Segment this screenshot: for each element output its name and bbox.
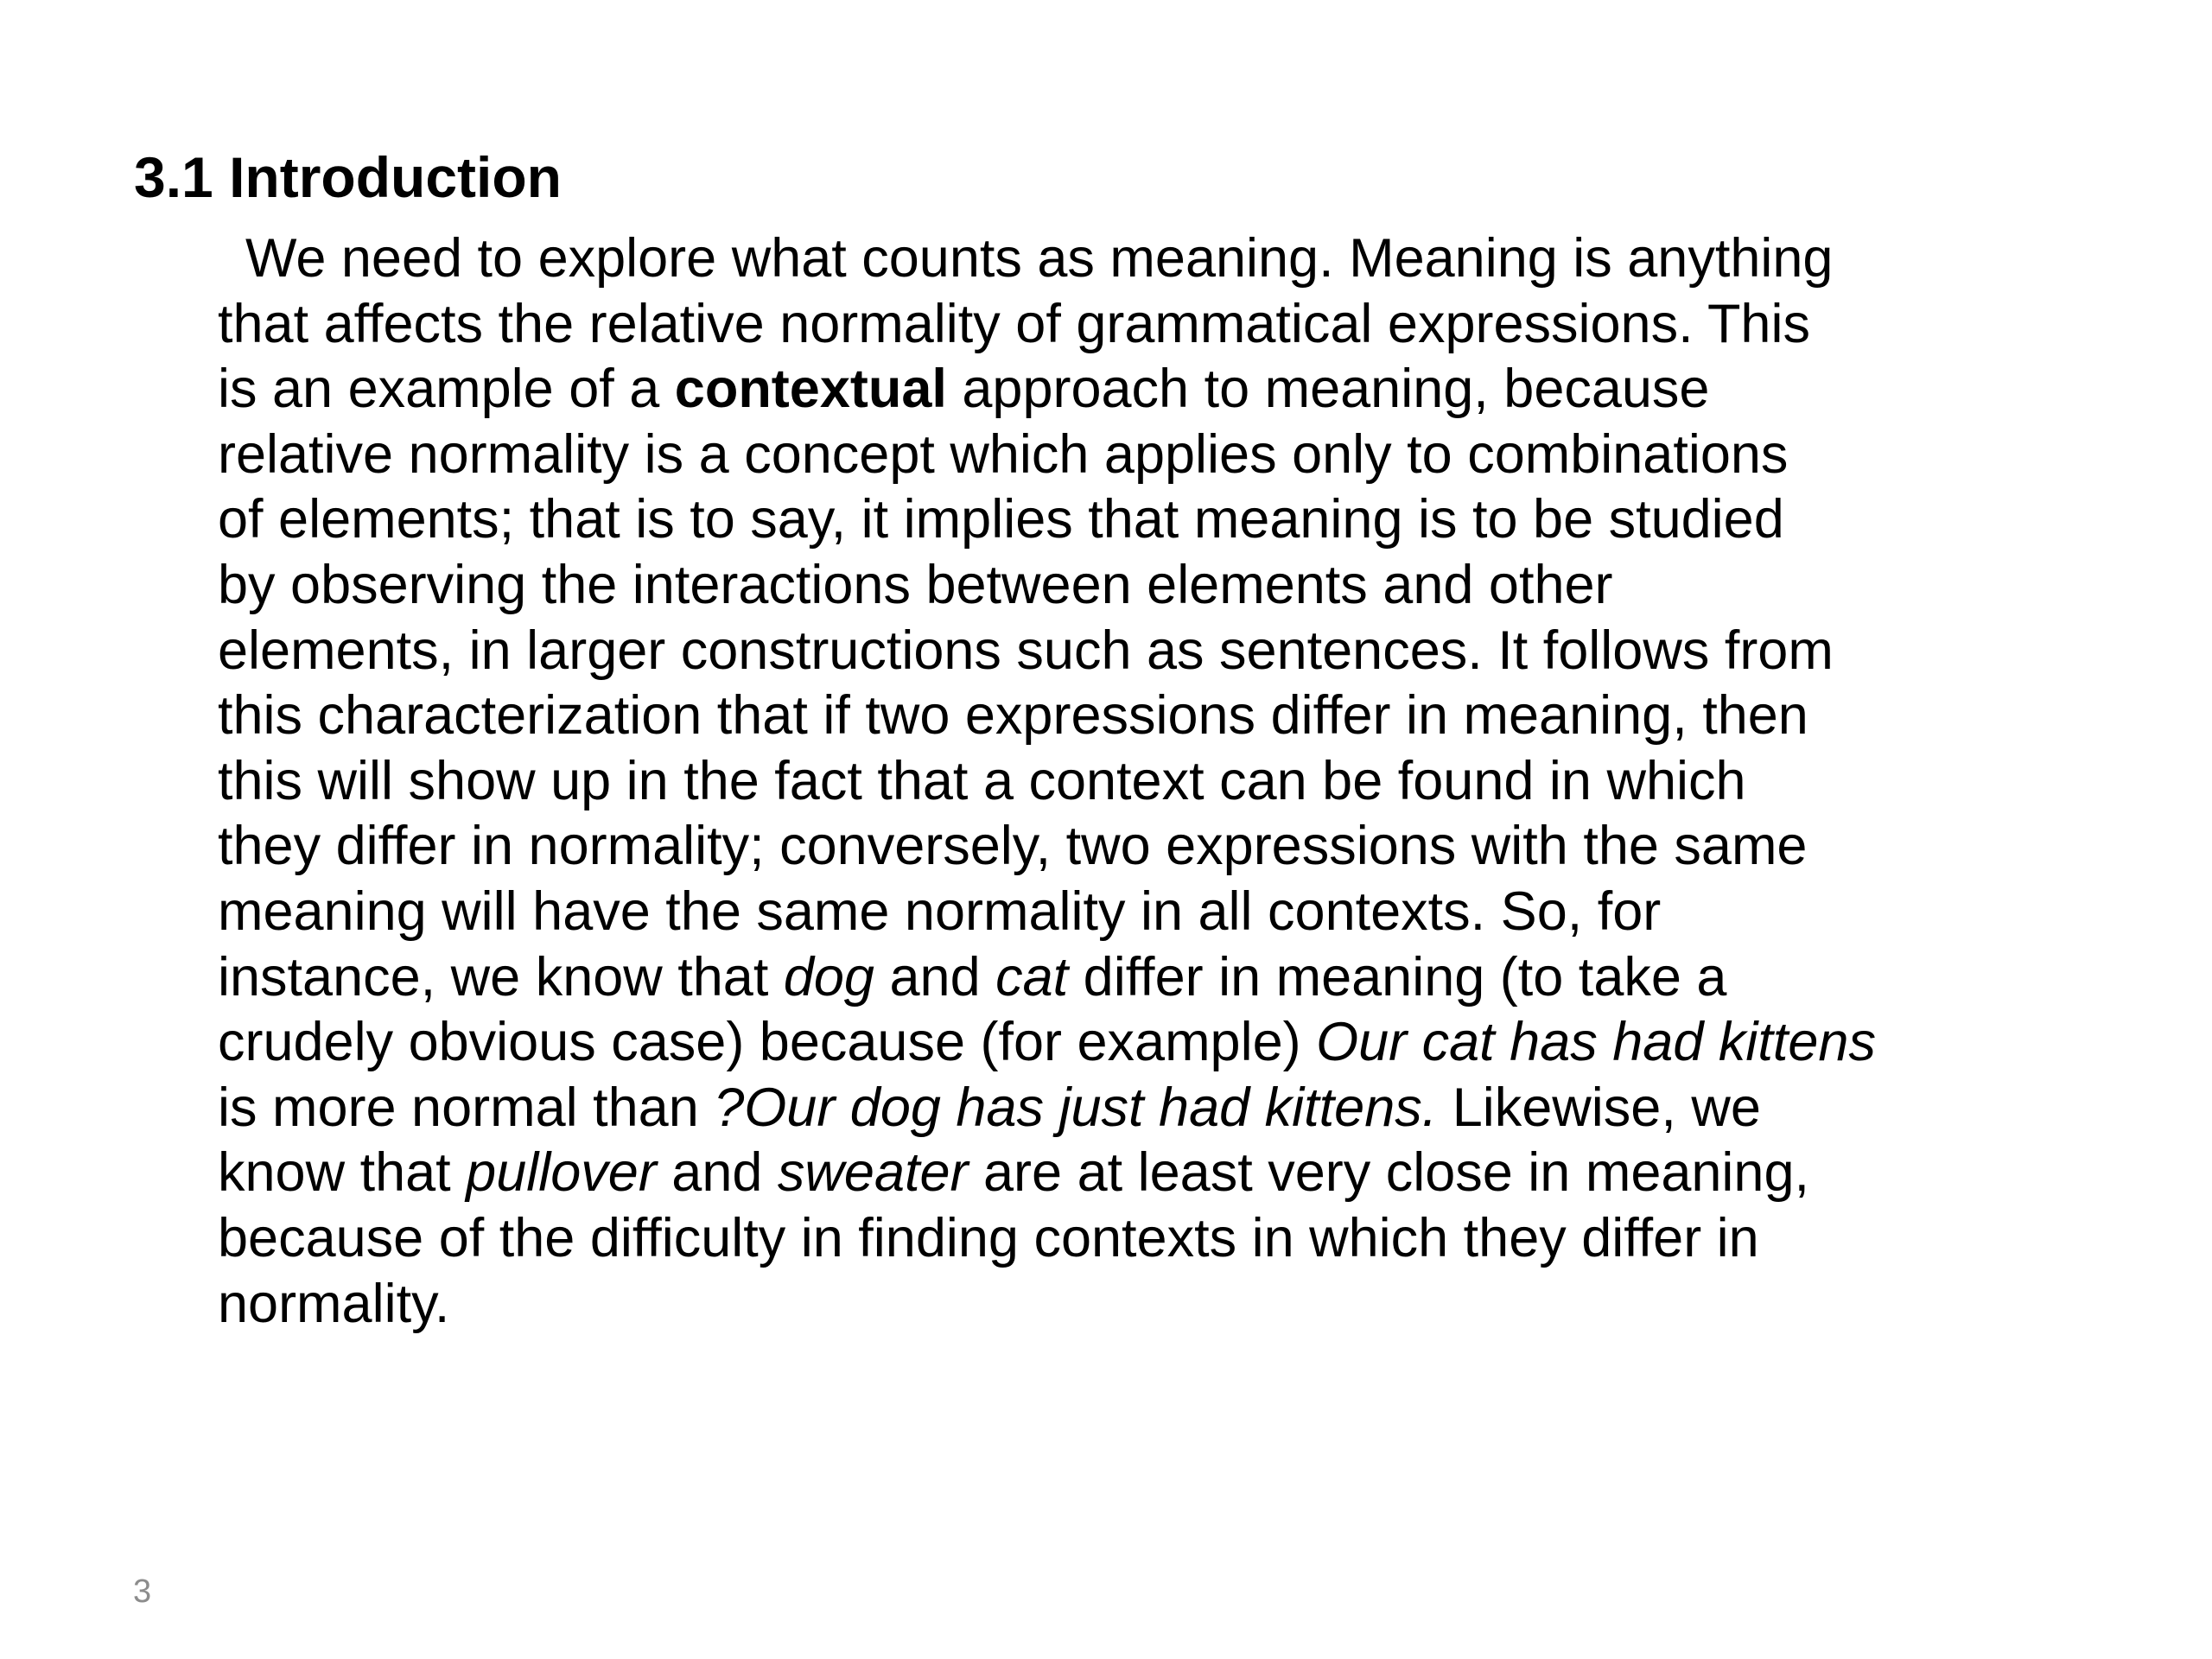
paragraph-line — [218, 1141, 2171, 1206]
text-segment: is an example of a — [218, 359, 675, 420]
paragraph-line — [218, 683, 2171, 749]
paragraph-line — [218, 487, 2171, 553]
paragraph-line — [218, 945, 2171, 1011]
text-segment: We need to explore what counts as meaning. Meaning is anything — [245, 228, 1834, 289]
text-segment: relative normality is a concept which applies only to combinations — [218, 423, 1789, 485]
text-segment: know that — [218, 1142, 467, 1204]
text-segment: approach to meaning, because — [946, 359, 1710, 420]
paragraph-line — [218, 880, 2171, 945]
paragraph-line — [218, 292, 2171, 358]
paragraph-line — [218, 423, 2171, 488]
text-segment: Likewise, we — [1437, 1077, 1761, 1138]
text-segment: by observing the interactions between elements and other — [218, 554, 1613, 615]
paragraph-line — [218, 226, 2171, 292]
text-segment: instance, we know that — [218, 946, 784, 1007]
text-segment: and — [874, 946, 996, 1007]
emphasis-italic: Our cat has had kittens — [1316, 1012, 1876, 1073]
text-segment: of elements; that is to say, it implies that meaning is to be studied — [218, 489, 1784, 550]
text-segment: they differ in normality; conversely, two expressions with the same — [218, 816, 1808, 877]
text-segment: elements, in larger constructions such as sentences. It follows from — [218, 620, 1834, 681]
text-segment: crudely obvious case) because (for example) — [218, 1012, 1317, 1073]
paragraph-line — [218, 1206, 2171, 1272]
emphasis-italic: cat — [995, 946, 1069, 1007]
text-segment: meaning will have the same normality in all contexts. So, for — [218, 880, 1662, 942]
text-segment: that affects the relative normality of grammatical expressions. This — [218, 293, 1810, 354]
paragraph-line — [218, 553, 2171, 619]
text-segment: is more normal than — [218, 1077, 715, 1138]
paragraph-line — [218, 814, 2171, 880]
paragraph-line — [218, 749, 2171, 815]
body-paragraph — [218, 226, 2171, 1337]
paragraph-line — [218, 1076, 2171, 1141]
text-segment: normality. — [218, 1273, 450, 1334]
paragraph-line — [218, 1010, 2171, 1076]
text-segment: because of the difficulty in finding contexts in which they differ in — [218, 1207, 1759, 1268]
paragraph-line — [218, 619, 2171, 684]
emphasis-italic: dog — [783, 946, 874, 1007]
text-segment: and — [656, 1142, 778, 1204]
text-segment: differ in meaning (to take a — [1068, 946, 1727, 1007]
text-segment: are at least very close in meaning, — [968, 1142, 1810, 1204]
emphasis-italic: ?Our dog has just had kittens. — [714, 1077, 1438, 1138]
text-segment: this will show up in the fact that a context can be found in which — [218, 750, 1746, 811]
slide-number: 3 — [133, 1573, 152, 1610]
paragraph-line — [218, 1272, 2171, 1338]
section-heading: 3.1 Introduction — [134, 145, 562, 209]
emphasis-italic: sweater — [777, 1142, 969, 1204]
emphasis-bold: contextual — [674, 359, 947, 420]
emphasis-italic: pullover — [466, 1142, 657, 1204]
text-segment: this characterization that if two expressions differ in meaning, then — [218, 685, 1808, 747]
paragraph-line — [218, 357, 2171, 423]
